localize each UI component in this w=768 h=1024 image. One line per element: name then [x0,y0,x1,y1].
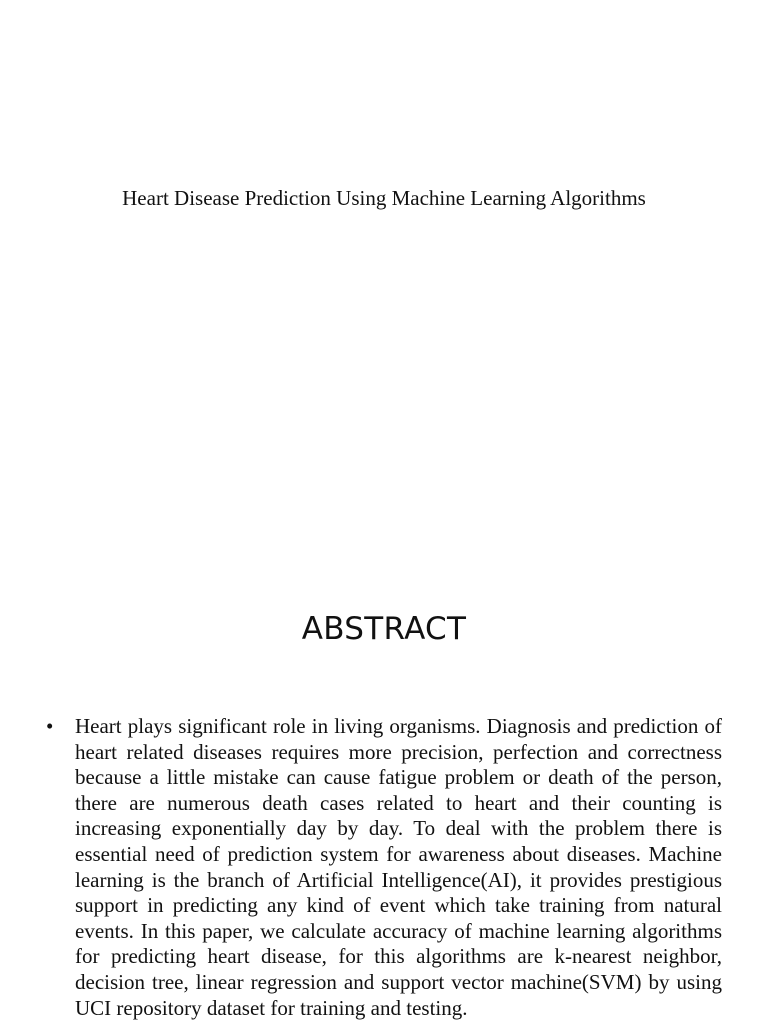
abstract-bullet-item [46,714,722,1021]
abstract-paragraph: Heart plays significant role in living organisms. Diagnosis and prediction of heart related diseases requires more precision, perfection and correctness because a little mistake can cause fatigue problem or death of the person, there are numerous death cases related to heart and their counting is increasing exponentially day by day. To deal with the problem there is essential need of prediction system for awareness about diseases. Machine learning is the branch of Artificial Intelligence(AI), it provides prestigious support in predicting any kind of event which take training from natural events. In this paper, we calculate accuracy of machine learning algorithms for predicting heart disease, for this algorithms are k-nearest neighbor, decision tree, linear regression and support vector machine(SVM) by using UCI repository dataset for training and testing. [75,714,722,1020]
abstract-list [46,714,722,1021]
abstract-heading: ABSTRACT [301,611,467,647]
document-title: Heart Disease Prediction Using Machine Learning Algorithms [122,186,646,210]
bullet-icon: • [46,714,54,738]
